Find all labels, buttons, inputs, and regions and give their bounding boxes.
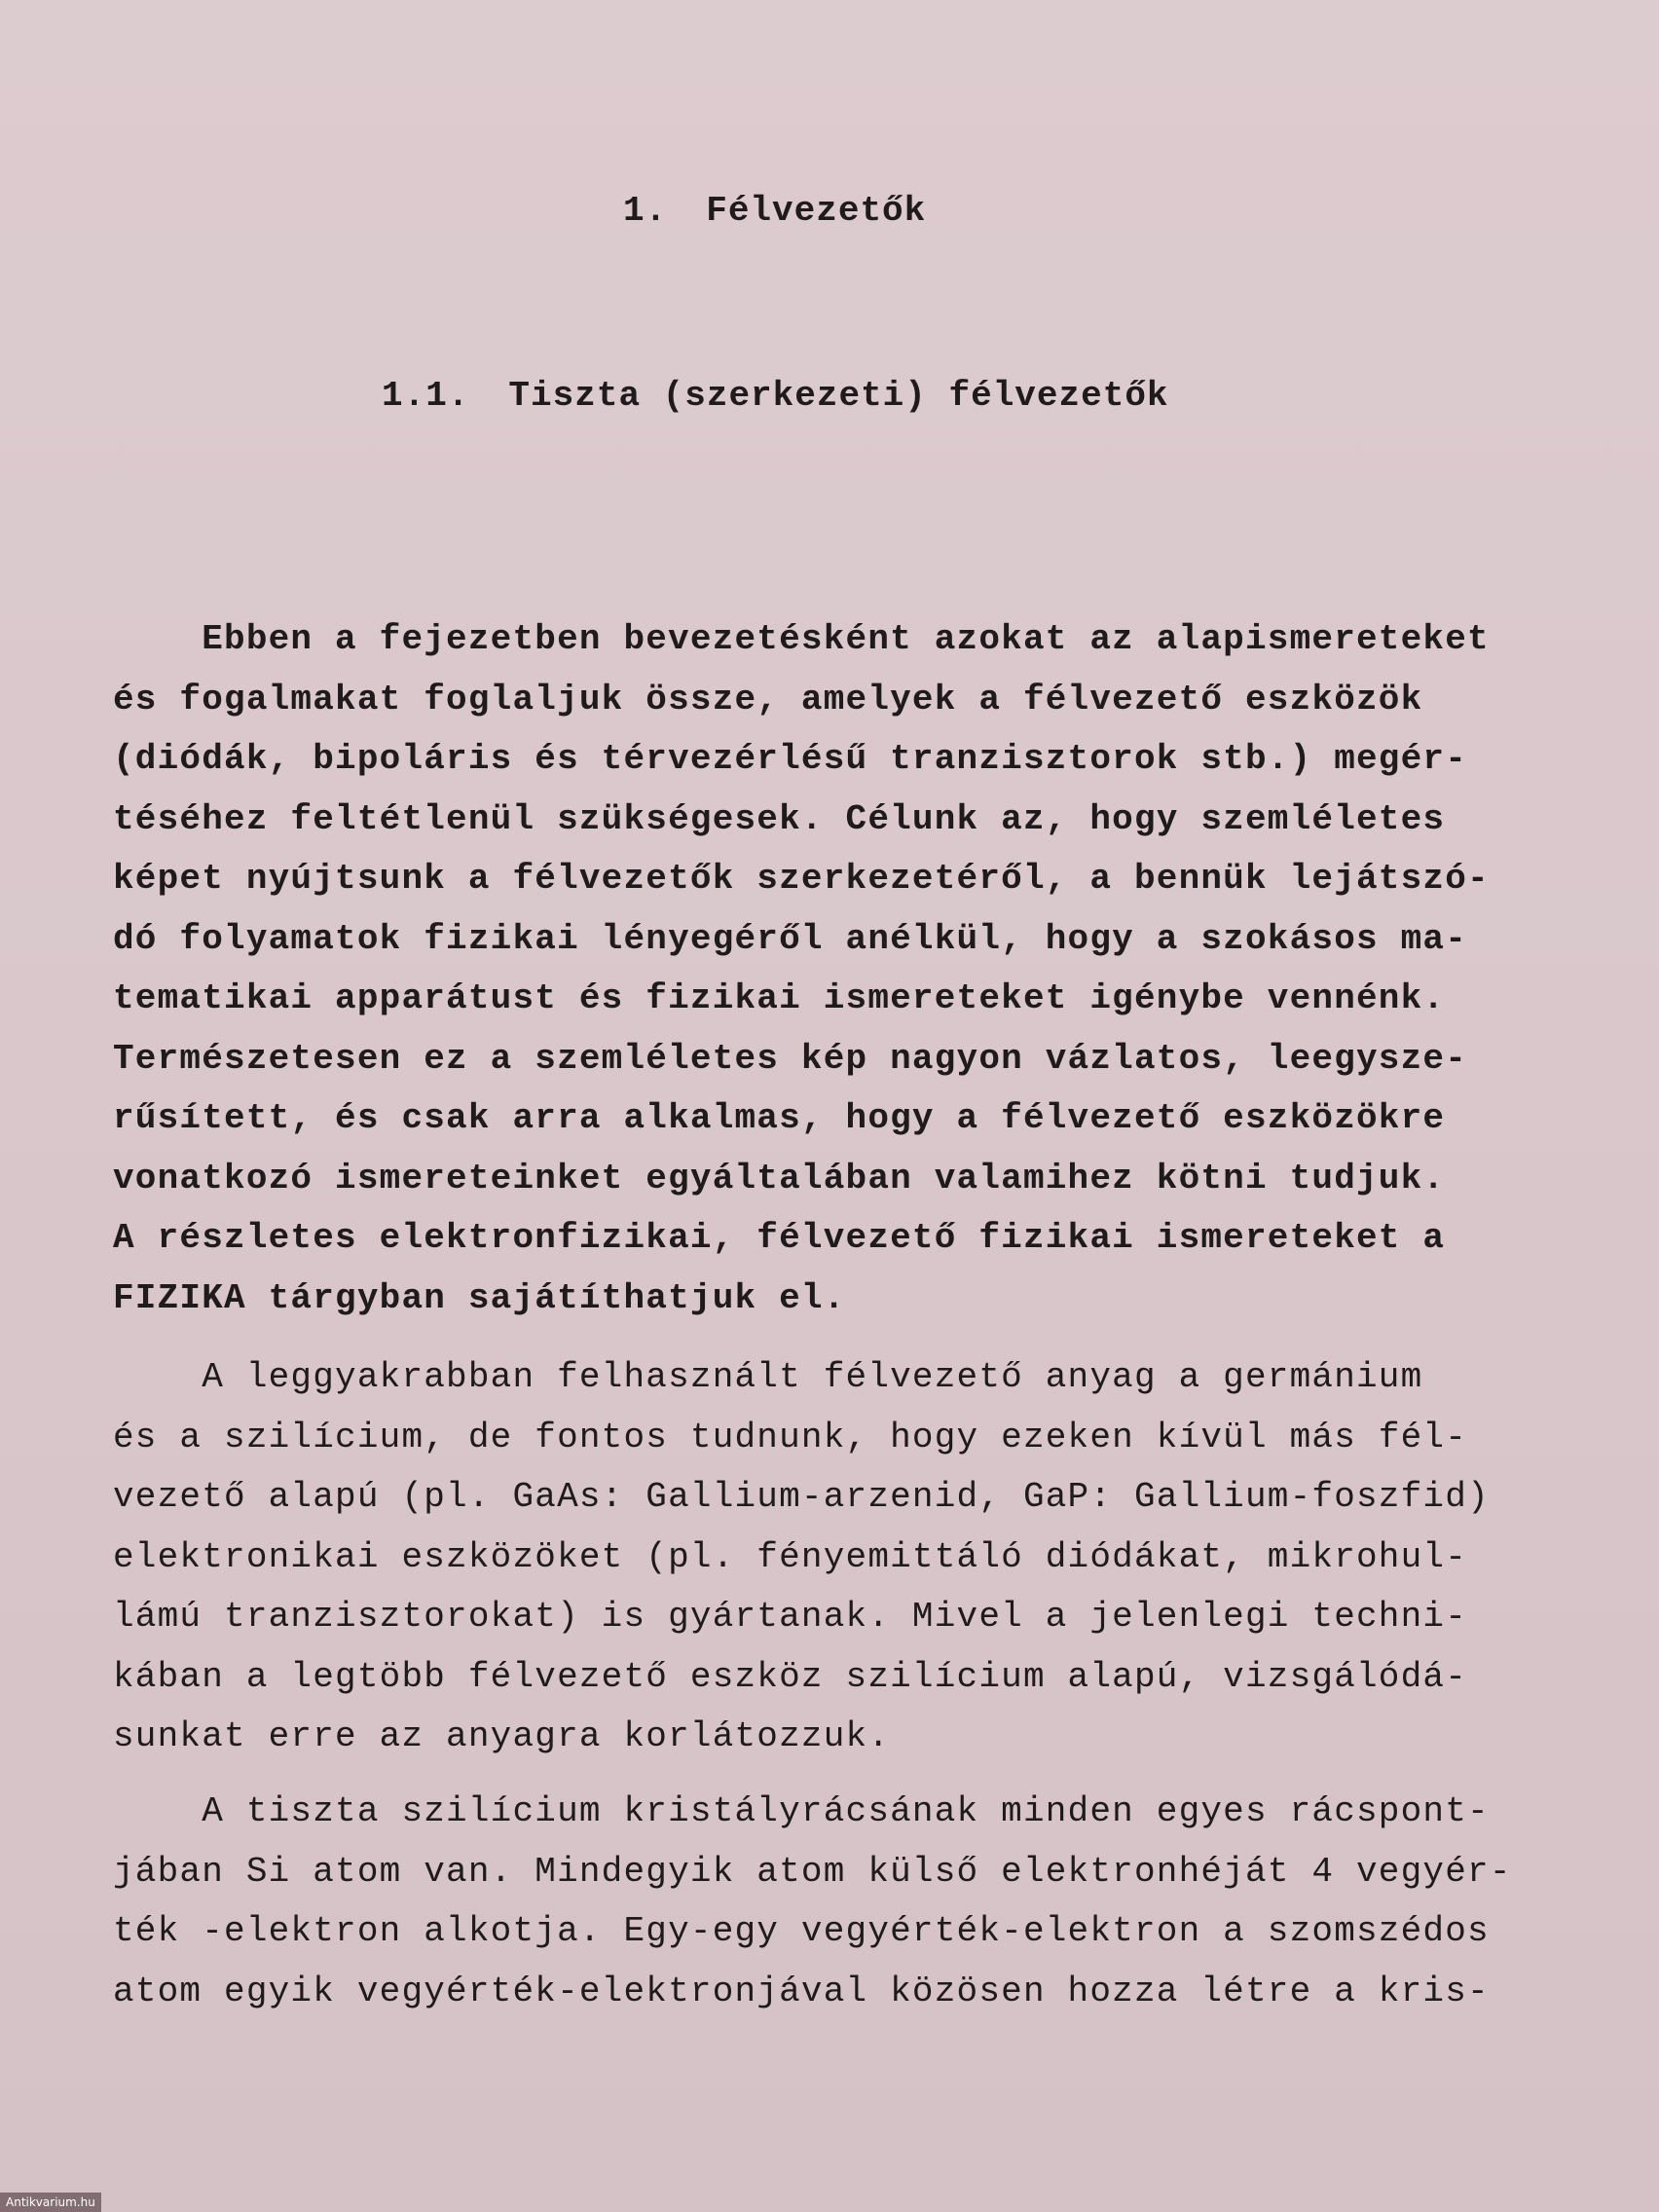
section-heading [382, 376, 1169, 416]
text-line: lámú tranzisztorokat) is gyártanak. Mivel a jelenlegi techni- [113, 1597, 1468, 1637]
text-line: vezető alapú (pl. GaAs: Gallium-arzenid, GaP: Gallium-foszfid) [113, 1477, 1490, 1517]
text-line: rűsített, és csak arra alkalmas, hogy a félvezető eszközökre [113, 1098, 1446, 1138]
text-line: A részletes elektronfizikai, félvezető fizikai ismereteket a [113, 1218, 1446, 1258]
text-line: Természetesen ez a szemléletes kép nagyon vázlatos, leegysze- [113, 1038, 1468, 1079]
text-line: tematikai apparátust és fizikai ismereteket igénybe vennénk. [113, 978, 1446, 1018]
section-number: 1.1. [382, 376, 470, 416]
section-title-text: Tiszta (szerkezeti) félvezetők [508, 376, 1169, 416]
watermark: Antikvarium.hu [0, 2193, 101, 2212]
paragraph-3 [113, 1782, 1612, 2021]
text-line: (diódák, bipoláris és térvezérlésű tranzisztorok stb.) megér- [113, 739, 1468, 779]
text-line: képet nyújtsunk a félvezetők szerkezetéről, a bennük lejátszó- [113, 859, 1490, 899]
text-line: dó folyamatok fizikai lényegéről anélkül, hogy a szokásos ma- [113, 918, 1468, 959]
text-line: sunkat erre az anyagra korlátozzuk. [113, 1716, 891, 1756]
text-line: kában a legtöbb félvezető eszköz szilícium alapú, vizsgálódá- [113, 1656, 1468, 1697]
text-line: ték -elektron alkotja. Egy-egy vegyérték-elektron a szomszédos [113, 1911, 1490, 1951]
text-line: FIZIKA tárgyban sajátíthatjuk el. [113, 1277, 846, 1318]
text-line: A leggyakrabban felhasznált félvezető anyag a germánium [113, 1357, 1423, 1397]
text-line: elektronikai eszközöket (pl. fényemittáló diódákat, mikrohul- [113, 1536, 1468, 1577]
chapter-number: 1. [623, 191, 668, 231]
text-line: Ebben a fejezetben bevezetésként azokat az alapismereteket [113, 619, 1490, 659]
text-line: és a szilícium, de fontos tudnunk, hogy ezeken kívül más fél- [113, 1417, 1468, 1457]
text-line: atom egyik vegyérték-elektronjával közösen hozza létre a kris- [113, 1971, 1490, 2011]
text-line: téséhez feltétlenül szükségesek. Célunk az, hogy szemléletes [113, 798, 1446, 839]
text-line: vonatkozó ismereteinket egyáltalában valamihez kötni tudjuk. [113, 1158, 1446, 1198]
text-line: jában Si atom van. Mindegyik atom külső elektronhéját 4 vegyér- [113, 1851, 1512, 1892]
chapter-title-text: Félvezetők [706, 191, 927, 231]
text-line: A tiszta szilícium kristályrácsának minden egyes rácspont- [113, 1791, 1490, 1831]
text-line: és fogalmakat foglaljuk össze, amelyek a félvezető eszközök [113, 679, 1423, 719]
paragraph-1 [113, 609, 1612, 1328]
paragraph-2 [113, 1347, 1612, 1767]
chapter-heading [623, 191, 926, 231]
